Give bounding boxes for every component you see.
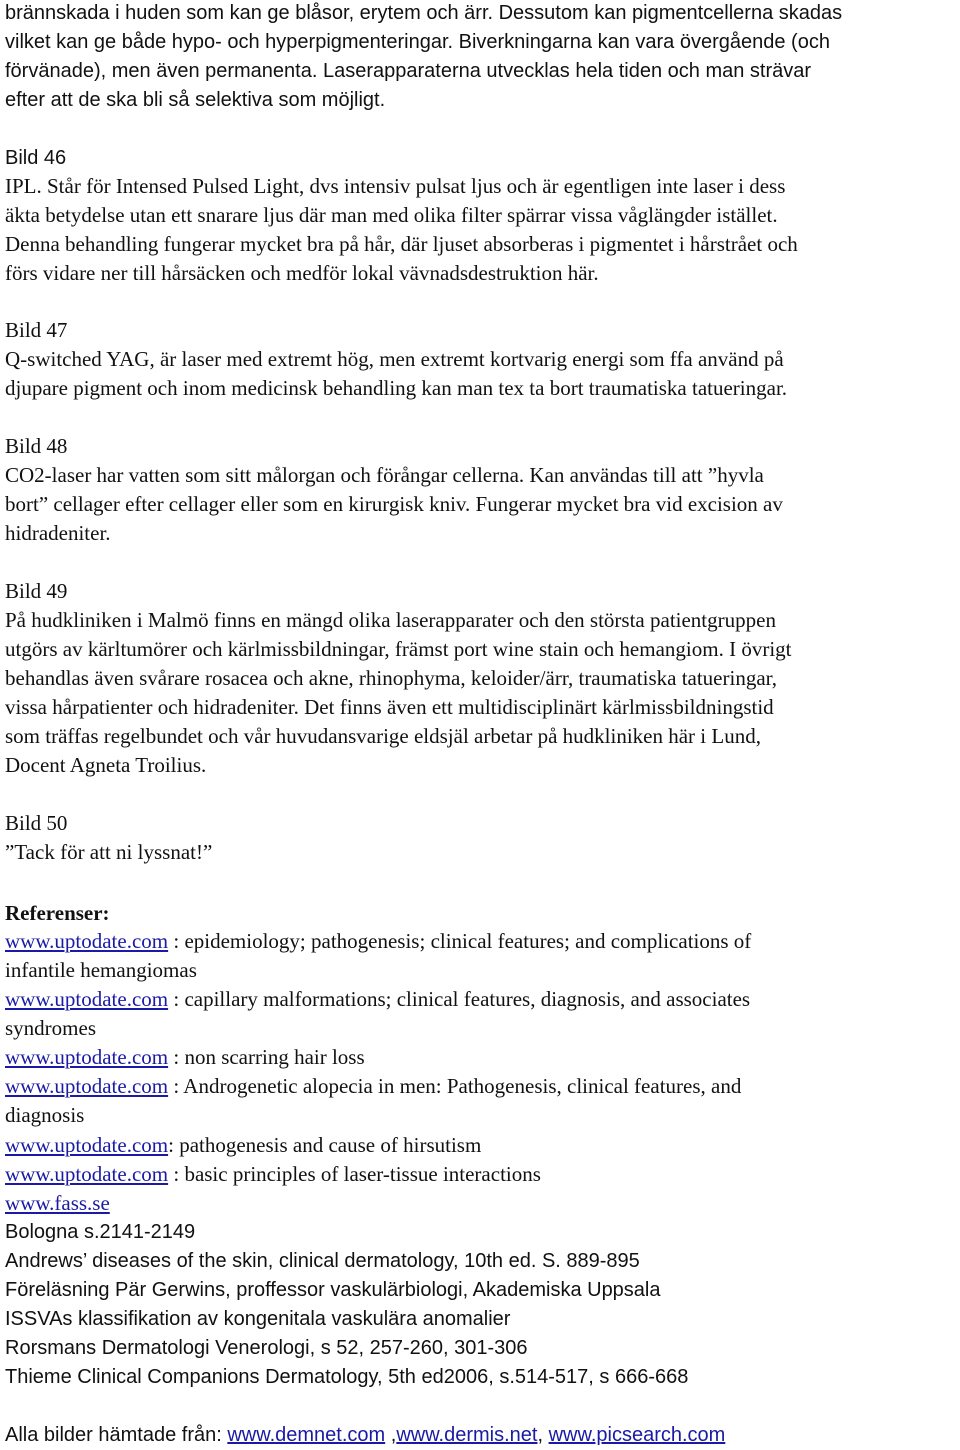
bild46-line: IPL. Står för Intensed Pulsed Light, dvs intensiv pulsat ljus och är egentligen inte laser i dess bbox=[5, 174, 786, 198]
reference-text: diagnosis bbox=[5, 1103, 85, 1127]
intro-line: brännskada i huden som kan ge blåsor, erytem och ärr. Dessutom kan pigmentcellerna skadas bbox=[5, 2, 843, 24]
bild49-line: behandlas även svårare rosacea och akne, rhinophyma, keloider/ärr, traumatiska tatueringar, bbox=[5, 666, 778, 690]
intro-line: förvänade), men även permanenta. Laserapparaterna utvecklas hela tiden och man strävar bbox=[5, 60, 812, 82]
picsearch-link[interactable]: www.picsearch.com bbox=[548, 1424, 726, 1446]
bild46-line: Denna behandling fungerar mycket bra på hår, där ljuset absorberas i pigmentet i hårstrået och bbox=[5, 232, 798, 256]
reference-item bbox=[5, 1162, 541, 1186]
references-heading: Referenser: bbox=[5, 901, 110, 925]
reference-plain: ISSVAs klassifikation av kongenitala vaskulära anomalier bbox=[5, 1308, 511, 1330]
reference-text: infantile hemangiomas bbox=[5, 958, 197, 982]
reference-plain: Rorsmans Dermatologi Venerologi, s 52, 257-260, 301-306 bbox=[5, 1337, 528, 1359]
section-heading-bild49: Bild 49 bbox=[5, 579, 68, 603]
bild46-line: förs vidare ner till hårsäcken och medför lokal vävnadsdestruktion här. bbox=[5, 261, 599, 285]
reference-link[interactable]: www.uptodate.com bbox=[5, 1133, 169, 1157]
intro-line: vilket kan ge både hypo- och hyperpigmenteringar. Biverkningarna kan vara övergående (och bbox=[5, 31, 830, 53]
reference-item bbox=[5, 1016, 96, 1040]
demnet-link[interactable]: www.demnet.com bbox=[227, 1424, 386, 1446]
reference-text: : basic principles of laser-tissue interactions bbox=[168, 1162, 541, 1186]
reference-item bbox=[5, 1191, 110, 1215]
image-sources-prefix: Alla bilder hämtade från: bbox=[5, 1424, 228, 1446]
separator: , bbox=[385, 1424, 397, 1446]
reference-item bbox=[5, 987, 750, 1011]
bild49-line: utgörs av kärltumörer och kärlmissbildningar, främst port wine stain och hemangiom. I övrigt bbox=[5, 637, 792, 661]
reference-link[interactable]: www.uptodate.com bbox=[5, 987, 169, 1011]
section-heading-bild50: Bild 50 bbox=[5, 811, 68, 835]
bild48-line: hidradeniter. bbox=[5, 521, 111, 545]
reference-plain: Andrews’ diseases of the skin, clinical dermatology, 10th ed. S. 889-895 bbox=[5, 1250, 640, 1272]
bild49-line: På hudkliniken i Malmö finns en mängd olika laserapparater och den största patientgruppen bbox=[5, 608, 776, 632]
reference-link[interactable]: www.uptodate.com bbox=[5, 929, 169, 953]
reference-link[interactable]: www.fass.se bbox=[5, 1191, 110, 1215]
bild47-line: djupare pigment och inom medicinsk behandling kan man tex ta bort traumatiska tatueringar. bbox=[5, 376, 788, 400]
section-heading-bild46: Bild 46 bbox=[5, 147, 67, 169]
intro-line: efter att de ska bli så selektiva som möjligt. bbox=[5, 89, 386, 111]
reference-link[interactable]: www.uptodate.com bbox=[5, 1162, 169, 1186]
reference-item bbox=[5, 929, 751, 953]
reference-item bbox=[5, 1133, 481, 1157]
section-heading-bild48: Bild 48 bbox=[5, 434, 68, 458]
bild50-line: ”Tack för att ni lyssnat!” bbox=[5, 840, 213, 864]
reference-link[interactable]: www.uptodate.com bbox=[5, 1074, 169, 1098]
reference-text: : capillary malformations; clinical features, diagnosis, and associates bbox=[168, 987, 751, 1011]
reference-plain: Thieme Clinical Companions Dermatology, 5th ed2006, s.514-517, s 666-668 bbox=[5, 1366, 689, 1388]
reference-plain: Föreläsning Pär Gerwins, proffessor vaskulärbiologi, Akademiska Uppsala bbox=[5, 1279, 661, 1301]
dermis-link[interactable]: www.dermis.net bbox=[396, 1424, 538, 1446]
reference-text: : epidemiology; pathogenesis; clinical features; and complications of bbox=[168, 929, 752, 953]
image-sources-line bbox=[5, 1423, 725, 1447]
section-heading-bild47: Bild 47 bbox=[5, 318, 68, 342]
reference-text: : Androgenetic alopecia in men: Pathogenesis, clinical features, and bbox=[168, 1074, 742, 1098]
bild48-line: bort” cellager efter cellager eller som en kirurgisk kniv. Fungerar mycket bra vid excision av bbox=[5, 492, 783, 516]
reference-link[interactable]: www.uptodate.com bbox=[5, 1045, 169, 1069]
reference-text: : non scarring hair loss bbox=[168, 1045, 365, 1069]
reference-item bbox=[5, 958, 197, 982]
bild49-line: som träffas regelbundet och vår huvudansvarige eldsjäl arbetar på hudkliniken här i Lund, bbox=[5, 724, 761, 748]
bild49-line: Docent Agneta Troilius. bbox=[5, 753, 207, 777]
reference-plain: Bologna s.2141-2149 bbox=[5, 1221, 196, 1243]
bild46-line: äkta betydelse utan ett snarare ljus där man med olika filter spärrar vissa våglängder istället. bbox=[5, 203, 778, 227]
reference-text: syndromes bbox=[5, 1016, 96, 1040]
separator: , bbox=[537, 1424, 549, 1446]
bild48-line: CO2-laser har vatten som sitt målorgan och förångar cellerna. Kan användas till att ”hyvla bbox=[5, 463, 764, 487]
bild47-line: Q-switched YAG, är laser med extremt hög, men extremt kortvarig energi som ffa använd på bbox=[5, 347, 784, 371]
bild49-line: vissa hårpatienter och hidradeniter. Det finns även ett multidisciplinärt kärlmissbildningstid bbox=[5, 695, 774, 719]
reference-item bbox=[5, 1074, 741, 1098]
reference-text: : pathogenesis and cause of hirsutism bbox=[168, 1133, 482, 1157]
reference-item bbox=[5, 1045, 365, 1069]
reference-item bbox=[5, 1103, 84, 1127]
